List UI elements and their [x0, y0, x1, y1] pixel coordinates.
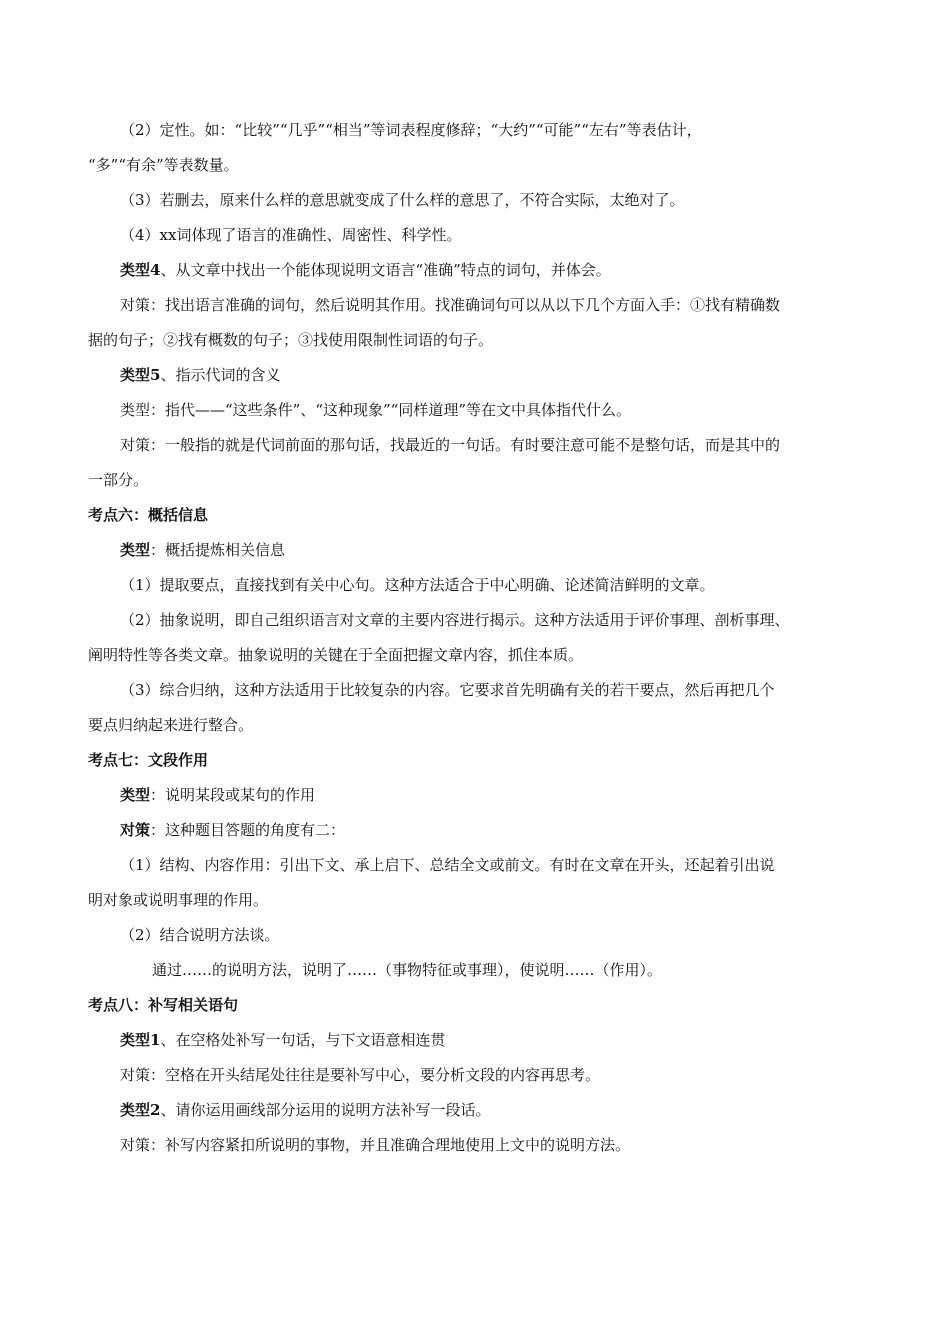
- paragraph-line: （1）提取要点，直接找到有关中心句。这种方法适合于中心明确、论述简洁鲜明的文章。: [120, 576, 715, 594]
- paragraph-line: （2）定性。如：“比较”“几乎”“相当”等词表程度修辞；“大约”“可能”“左右”等表估计，: [120, 121, 702, 139]
- paragraph-line: 阐明特性等各类文章。抽象说明的关键在于全面把握文章内容，抓住本质。: [88, 646, 584, 664]
- type-label: 类型: [120, 541, 151, 559]
- type-number: 5: [150, 366, 161, 384]
- type-heading-line: [120, 785, 315, 805]
- section-heading: 考点七：文段作用: [88, 751, 209, 769]
- type-description: 、请你运用画线部分运用的说明方法补写一段话。: [160, 1101, 491, 1119]
- paragraph-line: 明对象或说明事理的作用。: [88, 891, 269, 909]
- paragraph-line: 一部分。: [88, 471, 149, 489]
- type-heading-line: [120, 1100, 490, 1120]
- type-description: 、从文章中找出一个能体现说明文语言“准确”特点的词句，并体会。: [160, 261, 611, 279]
- paragraph-line: 通过……的说明方法，说明了……（事物特征或事理），使说明……（作用）。: [152, 961, 663, 979]
- type-description: ：说明某段或某句的作用: [150, 786, 316, 804]
- paragraph-line: （3）若删去，原来什么样的意思就变成了什么样的意思了，不符合实际，太绝对了。: [120, 191, 685, 209]
- type-label: 类型: [120, 366, 151, 384]
- paragraph-line: （3）综合归纳，这种方法适用于比较复杂的内容。它要求首先明确有关的若干要点，然后再把几个: [120, 681, 775, 699]
- strategy-heading-line: [120, 820, 345, 840]
- type-heading-line: [120, 365, 280, 385]
- paragraph-line: 对策：补写内容紧扣所说明的事物，并且准确合理地使用上文中的说明方法。: [120, 1136, 631, 1154]
- paragraph-line: 对策：找出语言准确的词句，然后说明其作用。找准确词句可以从以下几个方面入手：①找有精确数: [120, 296, 781, 314]
- paragraph-line: （4）xx词体现了语言的准确性、周密性、科学性。: [120, 226, 462, 244]
- section-heading: 考点八：补写相关语句: [88, 996, 239, 1014]
- paragraph-line: “多”“有余”等表数量。: [88, 156, 239, 174]
- paragraph-line: 对策：空格在开头结尾处往往是要补写中心，要分析文段的内容再思考。: [120, 1066, 601, 1084]
- type-heading-line: [120, 1030, 445, 1050]
- strategy-label: 对策: [120, 821, 151, 839]
- type-description: 、指示代词的含义: [160, 366, 281, 384]
- type-number: 1: [150, 1031, 161, 1049]
- type-label: 类型: [120, 786, 151, 804]
- section-heading: 考点六：概括信息: [88, 506, 209, 524]
- paragraph-line: 据的句子；②找有概数的句子；③找使用限制性词语的句子。: [88, 331, 494, 349]
- type-number: 2: [150, 1101, 161, 1119]
- type-label: 类型: [120, 261, 151, 279]
- paragraph-line: 类型：指代——“这些条件”、“这种现象”“同样道理”等在文中具体指代什么。: [120, 401, 632, 419]
- paragraph-line: （1）结构、内容作用：引出下文、承上启下、总结全文或前文。有时在文章在开头，还起着引出说: [120, 856, 775, 874]
- type-heading-line: [120, 260, 611, 280]
- paragraph-line: （2）抽象说明，即自己组织语言对文章的主要内容进行揭示。这种方法适用于评价事理、剖析事理、: [120, 611, 790, 629]
- type-description: 、在空格处补写一句话，与下文语意相连贯: [160, 1031, 446, 1049]
- type-description: ：概括提炼相关信息: [150, 541, 286, 559]
- paragraph-line: 要点归纳起来进行整合。: [88, 716, 254, 734]
- type-label: 类型: [120, 1031, 151, 1049]
- paragraph-line: （2）结合说明方法谈。: [120, 926, 280, 944]
- type-label: 类型: [120, 1101, 151, 1119]
- type-heading-line: [120, 540, 285, 560]
- paragraph-line: 对策：一般指的就是代词前面的那句话，找最近的一句话。有时要注意可能不是整句话，而是其中的: [120, 436, 781, 454]
- strategy-description: ：这种题目答题的角度有二：: [150, 821, 346, 839]
- type-number: 4: [150, 261, 161, 279]
